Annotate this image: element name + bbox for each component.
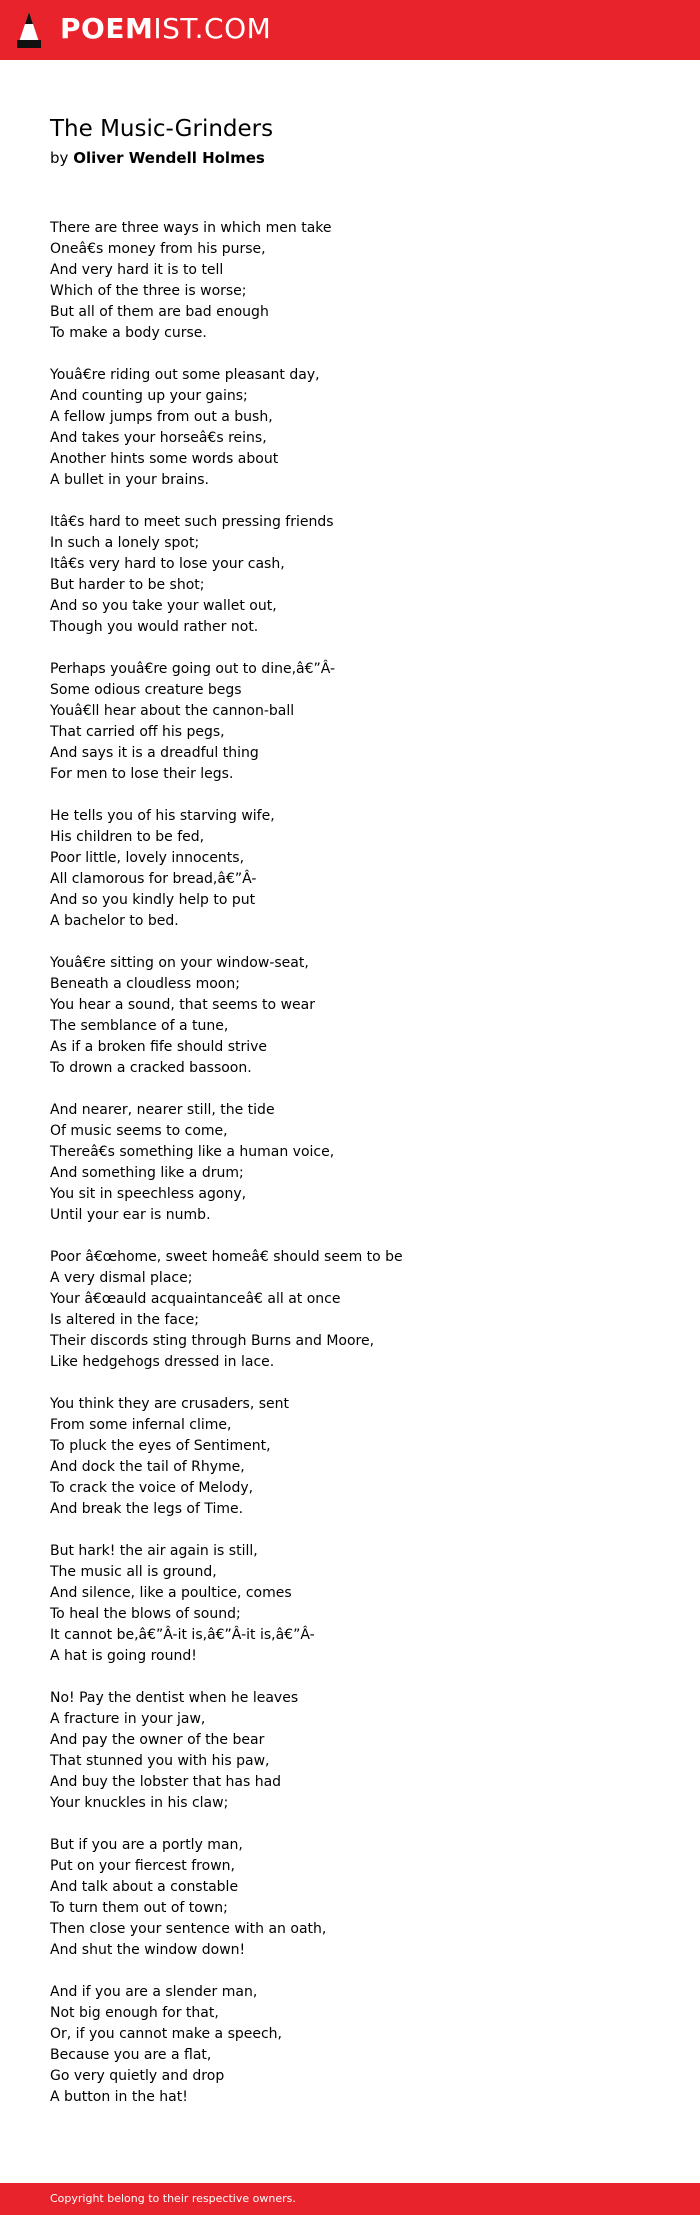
poem-line: Thereâ€s something like a human voice, bbox=[50, 1144, 335, 1160]
poem-line: Your â€œauld acquaintanceâ€ all at once bbox=[50, 1291, 341, 1307]
poem-line: To make a body curse. bbox=[50, 325, 207, 341]
stanza bbox=[50, 365, 670, 491]
poem-line: Which of the three is worse; bbox=[50, 283, 247, 299]
poem-line: You sit in speechless agony, bbox=[50, 1186, 247, 1202]
stanza bbox=[50, 1541, 670, 1667]
poem-line: Of music seems to come, bbox=[50, 1123, 228, 1139]
poem-line: The music all is ground, bbox=[50, 1564, 217, 1580]
author-name: Oliver Wendell Holmes bbox=[73, 149, 265, 167]
poem-line: Or, if you cannot make a speech, bbox=[50, 2026, 282, 2042]
poem-line: And if you are a slender man, bbox=[50, 1984, 258, 2000]
poem-line: A bullet in your brains. bbox=[50, 472, 209, 488]
byline bbox=[50, 147, 265, 169]
poem-line: And nearer, nearer still, the tide bbox=[50, 1102, 275, 1118]
poem-line: And pay the owner of the bear bbox=[50, 1732, 265, 1748]
poem-line: Oneâ€s money from his purse, bbox=[50, 241, 266, 257]
poem-line: From some infernal clime, bbox=[50, 1417, 232, 1433]
logo-strong-text: POEM bbox=[60, 12, 154, 45]
stanza bbox=[50, 953, 670, 1079]
copyright-text: Copyright belong to their respective owners. bbox=[50, 2192, 296, 2205]
poem-line: A fracture in your jaw, bbox=[50, 1711, 206, 1727]
poem-line: The semblance of a tune, bbox=[50, 1018, 229, 1034]
poem-line: Put on your fiercest frown, bbox=[50, 1858, 235, 1874]
poem-line: A very dismal place; bbox=[50, 1270, 193, 1286]
poem-line: But harder to be shot; bbox=[50, 577, 205, 593]
poem-line: Poor â€œhome, sweet homeâ€ should seem to be bbox=[50, 1249, 403, 1265]
poem-line: Your knuckles in his claw; bbox=[50, 1795, 229, 1811]
site-header bbox=[0, 0, 700, 60]
poem-line: Itâ€s hard to meet such pressing friends bbox=[50, 514, 334, 530]
poem-line: Youâ€re sitting on your window-seat, bbox=[50, 955, 309, 971]
poem-line: Poor little, lovely innocents, bbox=[50, 850, 245, 866]
poem-line: A fellow jumps from out a bush, bbox=[50, 409, 273, 425]
poem-line: A button in the hat! bbox=[50, 2089, 188, 2105]
stanza bbox=[50, 1100, 670, 1226]
poem-line: And buy the lobster that has had bbox=[50, 1774, 282, 1790]
stanza bbox=[50, 659, 670, 785]
poem-line: Youâ€re riding out some pleasant day, bbox=[50, 367, 320, 383]
poem-line: There are three ways in which men take bbox=[50, 220, 332, 236]
poem-line: Another hints some words about bbox=[50, 451, 279, 467]
poem-line: A hat is going round! bbox=[50, 1648, 197, 1664]
poem-line: Until your ear is numb. bbox=[50, 1207, 211, 1223]
poem-line: And very hard it is to tell bbox=[50, 262, 224, 278]
poem-line: That carried off his pegs, bbox=[50, 724, 225, 740]
stanza bbox=[50, 1394, 670, 1520]
poem-line: That stunned you with his paw, bbox=[50, 1753, 270, 1769]
site-logo[interactable] bbox=[60, 11, 271, 47]
poem-line: He tells you of his starving wife, bbox=[50, 808, 275, 824]
poem-title: The Music-Grinders bbox=[50, 116, 274, 142]
poem-line: And silence, like a poultice, comes bbox=[50, 1585, 292, 1601]
poem-line: Beneath a cloudless moon; bbox=[50, 976, 240, 992]
poem-line: Then close your sentence with an oath, bbox=[50, 1921, 327, 1937]
pencil-logo-icon[interactable] bbox=[16, 10, 42, 50]
poem-line: And shut the window down! bbox=[50, 1942, 246, 1958]
poem-line: It cannot be,â€”Â-it is,â€”Â-it is,â€”Â- bbox=[50, 1627, 315, 1643]
poem-line: And talk about a constable bbox=[50, 1879, 239, 1895]
poem-line: To heal the blows of sound; bbox=[50, 1606, 241, 1622]
poem-line: And break the legs of Time. bbox=[50, 1501, 244, 1517]
poem-line: And says it is a dreadful thing bbox=[50, 745, 259, 761]
stanza bbox=[50, 806, 670, 932]
poem-line: But if you are a portly man, bbox=[50, 1837, 243, 1853]
poem-line: Perhaps youâ€re going out to dine,â€”Â- bbox=[50, 661, 336, 677]
poem-line: To crack the voice of Melody, bbox=[50, 1480, 254, 1496]
stanza bbox=[50, 512, 670, 638]
poem-line: And takes your horseâ€s reins, bbox=[50, 430, 267, 446]
poem-line: As if a broken fife should strive bbox=[50, 1039, 268, 1055]
poem-line: Is altered in the face; bbox=[50, 1312, 200, 1328]
poem-line: Itâ€s very hard to lose your cash, bbox=[50, 556, 285, 572]
poem-line: All clamorous for bread,â€”Â- bbox=[50, 871, 257, 887]
poem-line: To drown a cracked bassoon. bbox=[50, 1060, 252, 1076]
poem-body bbox=[50, 218, 670, 2129]
stanza bbox=[50, 1982, 670, 2108]
stanza bbox=[50, 1835, 670, 1961]
poem-line: No! Pay the dentist when he leaves bbox=[50, 1690, 299, 1706]
poem-line: Because you are a flat, bbox=[50, 2047, 212, 2063]
poem-line: And dock the tail of Rhyme, bbox=[50, 1459, 245, 1475]
poem-line: But all of them are bad enough bbox=[50, 304, 269, 320]
poem-line: But hark! the air again is still, bbox=[50, 1543, 258, 1559]
by-label: by bbox=[50, 149, 69, 167]
stanza bbox=[50, 218, 670, 344]
poem-line: You think they are crusaders, sent bbox=[50, 1396, 289, 1412]
poem-line: Like hedgehogs dressed in lace. bbox=[50, 1354, 275, 1370]
logo-light-text: IST.COM bbox=[153, 12, 272, 45]
stanza bbox=[50, 1688, 670, 1814]
poem-line: To turn them out of town; bbox=[50, 1900, 228, 1916]
poem-line: Some odious creature begs bbox=[50, 682, 242, 698]
poem-line: Not big enough for that, bbox=[50, 2005, 219, 2021]
poem-line: And so you kindly help to put bbox=[50, 892, 256, 908]
poem-line: His children to be fed, bbox=[50, 829, 205, 845]
poem-line: Go very quietly and drop bbox=[50, 2068, 225, 2084]
poem-line: To pluck the eyes of Sentiment, bbox=[50, 1438, 271, 1454]
stanza bbox=[50, 1247, 670, 1373]
poem-line: And counting up your gains; bbox=[50, 388, 248, 404]
poem-line: You hear a sound, that seems to wear bbox=[50, 997, 315, 1013]
poem-line: For men to lose their legs. bbox=[50, 766, 234, 782]
poem-line: And something like a drum; bbox=[50, 1165, 244, 1181]
poem-line: Though you would rather not. bbox=[50, 619, 259, 635]
poem-line: And so you take your wallet out, bbox=[50, 598, 277, 614]
poem-line: Youâ€ll hear about the cannon-ball bbox=[50, 703, 295, 719]
poem-line: A bachelor to bed. bbox=[50, 913, 179, 929]
site-footer bbox=[0, 2183, 700, 2215]
poem-line: In such a lonely spot; bbox=[50, 535, 200, 551]
poem-line: Their discords sting through Burns and Moore, bbox=[50, 1333, 375, 1349]
